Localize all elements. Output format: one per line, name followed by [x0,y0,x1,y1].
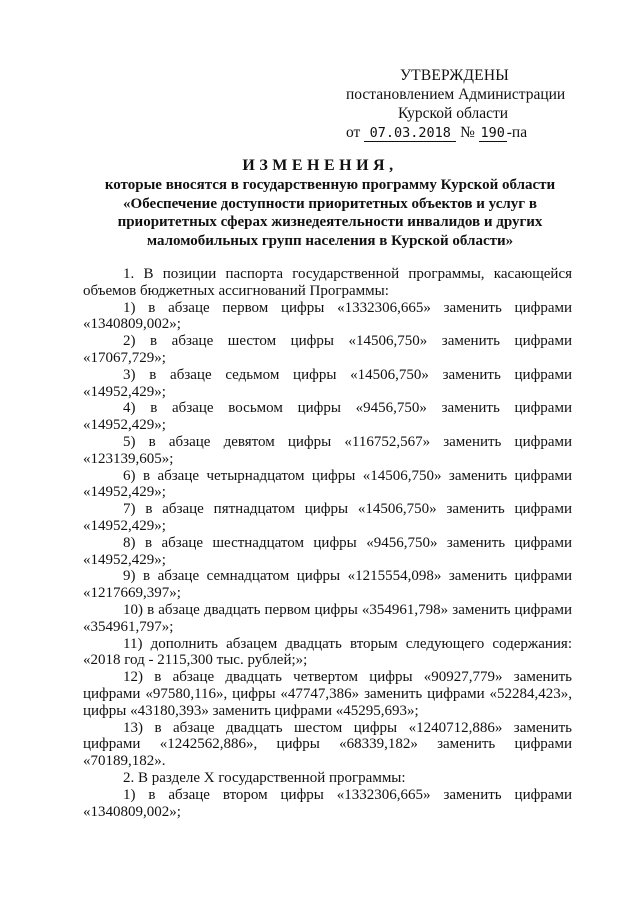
paragraph: 2) в абзаце шестом цифры «14506,750» заменить цифрами «17067,729»; [83,333,572,366]
subtitle-line: которые вносятся в государственную программу Курской области [104,177,556,193]
approval-date-line [346,123,586,142]
paragraph: 12) в абзаце двадцать четвертом цифры «90927,779» заменить цифрами «97580,116», цифры «47747,386» заменить цифрами «52284,423», цифры «43180,393» заменить цифрами «45295,693»; [83,669,572,719]
paragraph: 10) в абзаце двадцать первом цифры «354961,798» заменить цифрами «354961,797»; [83,601,572,635]
paragraph: 2. В разделе X государственной программы: [123,769,406,786]
subtitle-line: приоритетных сферах жизнедеятельности инвалидов и других [117,214,543,230]
approval-region: Курской области [398,105,509,122]
document-body [83,266,572,820]
subtitle-line: маломобильных групп населения в Курской области» [146,232,514,249]
approval-title: УТВЕРЖДЕНЫ [400,67,509,84]
paragraph: 4) в абзаце восьмом цифры «9456,750» заменить цифрами «14952,429»; [83,400,572,434]
paragraph: 8) в абзаце шестнадцатом цифры «9456,750» заменить цифрами «14952,429»; [83,534,572,568]
paragraph: 7) в абзаце пятнадцатом цифры «14506,750» заменить цифрами «14952,429»; [83,501,572,534]
paragraph: 5) в абзаце девятом цифры «116752,567» заменить цифрами «123139,605»; [83,433,572,467]
paragraph: 1) в абзаце втором цифры «1332306,665» заменить цифрами «1340809,002»; [83,786,572,820]
number-suffix: -па [506,124,528,141]
paragraph: 11) дополнить абзацем двадцать вторым следующего содержания: «2018 год - 2115,300 тыс. рублей;»; [83,635,572,669]
decree-date: 07.03.2018 [364,126,456,142]
document-title: ИЗМЕНЕНИЯ, [242,157,398,174]
paragraph: 9) в абзаце семнадцатом цифры «1215554,098» заменить цифрами «1217669,397»; [83,568,572,602]
paragraph: 13) в абзаце двадцать шестом цифры «1240712,886» заменить цифрами «1242562,886», цифры «68339,182» заменить цифрами «70189,182». [83,719,572,770]
paragraph: 6) в абзаце четырнадцатом цифры «14506,750» заменить цифрами «14952,429»; [83,467,572,501]
from-label: от [346,124,361,141]
document-subtitle [100,176,560,250]
subtitle-line: «Обеспечение доступности приоритетных объектов и услуг в [123,195,537,212]
number-label: № [460,124,475,141]
paragraph: 3) в абзаце седьмом цифры «14506,750» заменить цифрами «14952,429»; [83,366,572,400]
paragraph: 1. В позиции паспорта государственной программы, касающейся объемов бюджетных ассигнований Программы: [83,266,572,299]
decree-number: 190 [480,125,505,141]
approval-stamp [346,66,586,142]
approval-authority: постановлением Администрации [346,86,566,103]
paragraph: 1) в абзаце первом цифры «1332306,665» заменить цифрами «1340809,002»; [83,299,572,333]
